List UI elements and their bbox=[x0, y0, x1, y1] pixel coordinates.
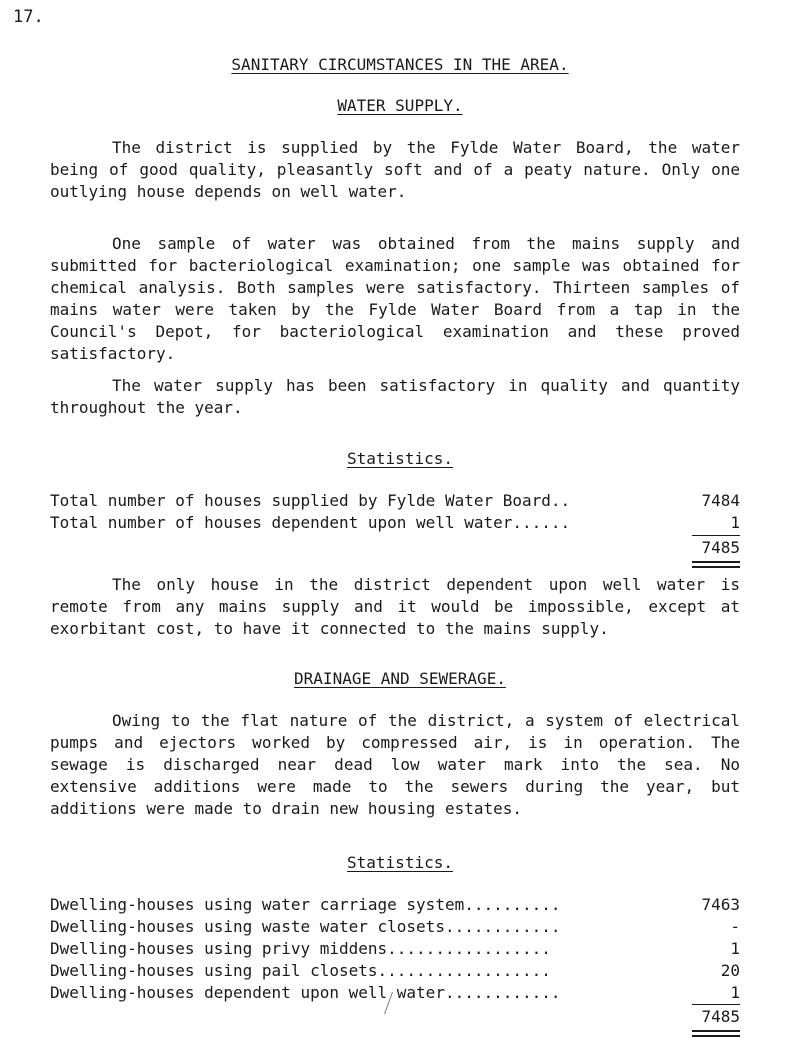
drainage-stat-value: 1 bbox=[730, 939, 740, 958]
drainage-stat-label: Dwelling-houses using privy middens................. bbox=[50, 939, 551, 958]
water-stat-row bbox=[50, 490, 740, 512]
water-statistics-heading-text: Statistics. bbox=[347, 449, 453, 468]
drainage-stat-value: 1 bbox=[730, 983, 740, 1002]
drainage-total-value: 7485 bbox=[701, 1007, 740, 1026]
page-title-text: SANITARY CIRCUMSTANCES IN THE AREA. bbox=[231, 55, 569, 74]
water-paragraph-1 bbox=[50, 137, 740, 203]
drainage-stat-row bbox=[50, 960, 740, 982]
water-paragraph-1-text: The district is supplied by the Fylde Water Board, the water being of good quality, pleasantly soft and of a peaty nature. Only one outlying house depends on well water. bbox=[50, 138, 740, 201]
water-total-rule bbox=[692, 535, 740, 536]
drainage-stat-label: Dwelling-houses using waste water closets............ bbox=[50, 917, 561, 936]
water-stat-value: 1 bbox=[730, 513, 740, 532]
drainage-stat-label: Dwelling-houses using water carriage system.......... bbox=[50, 895, 561, 914]
drainage-heading-text: DRAINAGE AND SEWERAGE. bbox=[294, 669, 506, 688]
water-total-row bbox=[50, 537, 740, 559]
water-stat-label: Total number of houses supplied by Fylde Water Board.. bbox=[50, 491, 571, 510]
drainage-paragraph bbox=[50, 710, 740, 820]
water-statistics-heading bbox=[0, 448, 800, 470]
page-title bbox=[0, 54, 800, 76]
water-supply-heading-text: WATER SUPPLY. bbox=[337, 96, 463, 115]
drainage-stat-value: - bbox=[730, 917, 740, 936]
drainage-paragraph-text: Owing to the flat nature of the district, a system of electrical pumps and ejectors worked by compressed air, is in operation. The sewage is discharged near dead low water mark into the sea. No extensive additions were made to the sewers during the year, but additions were made to drain new housing estates. bbox=[50, 711, 740, 818]
drainage-total-double-rule bbox=[692, 1030, 740, 1037]
drainage-stat-row bbox=[50, 916, 740, 938]
drainage-stat-value: 20 bbox=[720, 961, 740, 980]
water-stat-value: 7484 bbox=[701, 491, 740, 510]
drainage-heading bbox=[0, 668, 800, 690]
drainage-stat-row bbox=[50, 938, 740, 960]
water-paragraph-2-text: One sample of water was obtained from the mains supply and submitted for bacteriological examination; one sample was obtained for chemical analysis. Both samples were satisfactory. Thirteen samples of mains water were taken by the Fylde Water Board from a tap in the Council's Depot, for bacteriological examination and these proved satisfactory. bbox=[50, 234, 740, 363]
water-stat-row bbox=[50, 512, 740, 534]
water-paragraph-3 bbox=[50, 375, 740, 419]
drainage-stat-row bbox=[50, 894, 740, 916]
water-paragraph-2 bbox=[50, 233, 740, 365]
page-number: 17. bbox=[13, 7, 44, 27]
drainage-stat-value: 7463 bbox=[701, 895, 740, 914]
water-total-value: 7485 bbox=[701, 538, 740, 557]
drainage-total-rule bbox=[692, 1004, 740, 1005]
water-note bbox=[50, 574, 740, 640]
drainage-statistics-heading bbox=[0, 852, 800, 874]
drainage-stat-label: Dwelling-houses using pail closets.................. bbox=[50, 961, 551, 980]
drainage-statistics-heading-text: Statistics. bbox=[347, 853, 453, 872]
water-paragraph-3-text: The water supply has been satisfactory in quality and quantity throughout the year. bbox=[50, 376, 740, 417]
water-supply-heading bbox=[0, 95, 800, 117]
water-total-double-rule bbox=[692, 561, 740, 568]
water-stat-label: Total number of houses dependent upon well water...... bbox=[50, 513, 571, 532]
water-note-text: The only house in the district dependent upon well water is remote from any mains supply and it would be impossible, except at exorbitant cost, to have it connected to the mains supply. bbox=[50, 575, 740, 638]
drainage-stat-label: Dwelling-houses dependent upon well water............ bbox=[50, 983, 561, 1002]
